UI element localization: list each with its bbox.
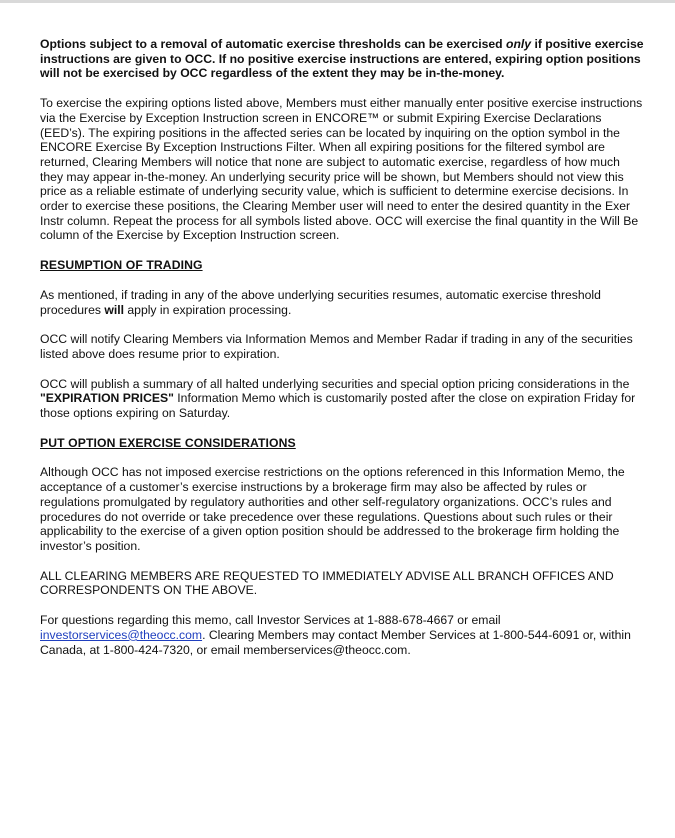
resumption-p3-text-b: Information Memo which is customarily posted after the close on expiration Friday for those options expiring on Saturday. [40, 391, 636, 421]
resumption-p1-text-b: apply in expiration processing. [124, 302, 292, 317]
resumption-paragraph-1 [40, 288, 645, 317]
intro-text-part2: if positive exercise instructions are given to OCC. If no positive exercise instructions are entered, expiring option positions will not be exercised by OCC regardless of the extent they may be in-the-money. [40, 37, 644, 81]
investor-services-email-link[interactable]: investorservices@theocc.com [40, 627, 203, 642]
resumption-heading: RESUMPTION OF TRADING [40, 258, 203, 273]
intro-emphasis-only: only [506, 37, 532, 51]
resumption-p3-text-a: OCC will publish a summary of all halted underlying securities and special option pricing considerations in the [40, 376, 630, 391]
put-option-heading: PUT OPTION EXERCISE CONSIDERATIONS [40, 435, 296, 450]
contact-text-part1: For questions regarding this memo, call Investor Services at 1-888-678-4667 or email [40, 613, 501, 628]
page-top-divider [0, 0, 675, 3]
intro-text-part1: Options subject to a removal of automatic exercise thresholds can be exercised [40, 37, 506, 51]
exercise-instructions-paragraph: To exercise the expiring options listed above, Members must either manually enter positive exercise instructions via the Exercise by Exception Instruction screen in ENCORE™ or submit Expiring Exercise Declarations (EED’s). The expiring positions in the affected series can be located by inquiring on the option symbol in the ENCORE Exercise By Exception Instructions Filter. When all expiring positions for the filtered symbol are returned, Clearing Members will notice that none are subject to automatic exercise, regardless of how much they may appear in-the-money. An underlying security price will be shown, but Members should not view this price as a reliable estimate of underlying security value, which is sufficient to determine exercise decisions. In order to exercise these positions, the Clearing Member user will need to enter the desired quantity in the Exer Instr column. Repeat the process for all symbols listed above. OCC will exercise the final quantity in the Will Be column of the Exercise by Exception Instruction screen. [40, 96, 643, 243]
memo-page [40, 37, 645, 672]
expiration-prices-label: "EXPIRATION PRICES" [40, 391, 174, 406]
resumption-p1-will: will [104, 302, 124, 317]
intro-paragraph [40, 37, 645, 81]
clearing-members-notice: ALL CLEARING MEMBERS ARE REQUESTED TO IMMEDIATELY ADVISE ALL BRANCH OFFICES AND CORRESPONDENTS ON THE ABOVE. [40, 568, 614, 598]
contact-paragraph [40, 613, 645, 657]
put-option-paragraph: Although OCC has not imposed exercise restrictions on the options referenced in this Information Memo, the acceptance of a customer’s exercise instructions by a brokerage firm may also be affected by rules or regulations promulgated by regulatory authorities and other self-regulatory organizations. OCC’s rules and procedures do not override or take precedence over these regulations. Questions about such rules or their applicability to the exercise of a given option position should be addressed to the brokerage firm holding the investor’s position. [40, 465, 625, 553]
contact-text-part2: . Clearing Members may contact Member Services at 1-800-544-6091 or, within Canada, at 1-800-424-7320, or email memberservices@theocc.com. [40, 627, 631, 657]
resumption-p1-text-a: As mentioned, if trading in any of the above underlying securities resumes, automatic exercise threshold procedures [40, 287, 601, 317]
resumption-paragraph-3 [40, 377, 645, 421]
resumption-paragraph-2: OCC will notify Clearing Members via Information Memos and Member Radar if trading in any of the securities listed above does resume prior to expiration. [40, 332, 633, 361]
